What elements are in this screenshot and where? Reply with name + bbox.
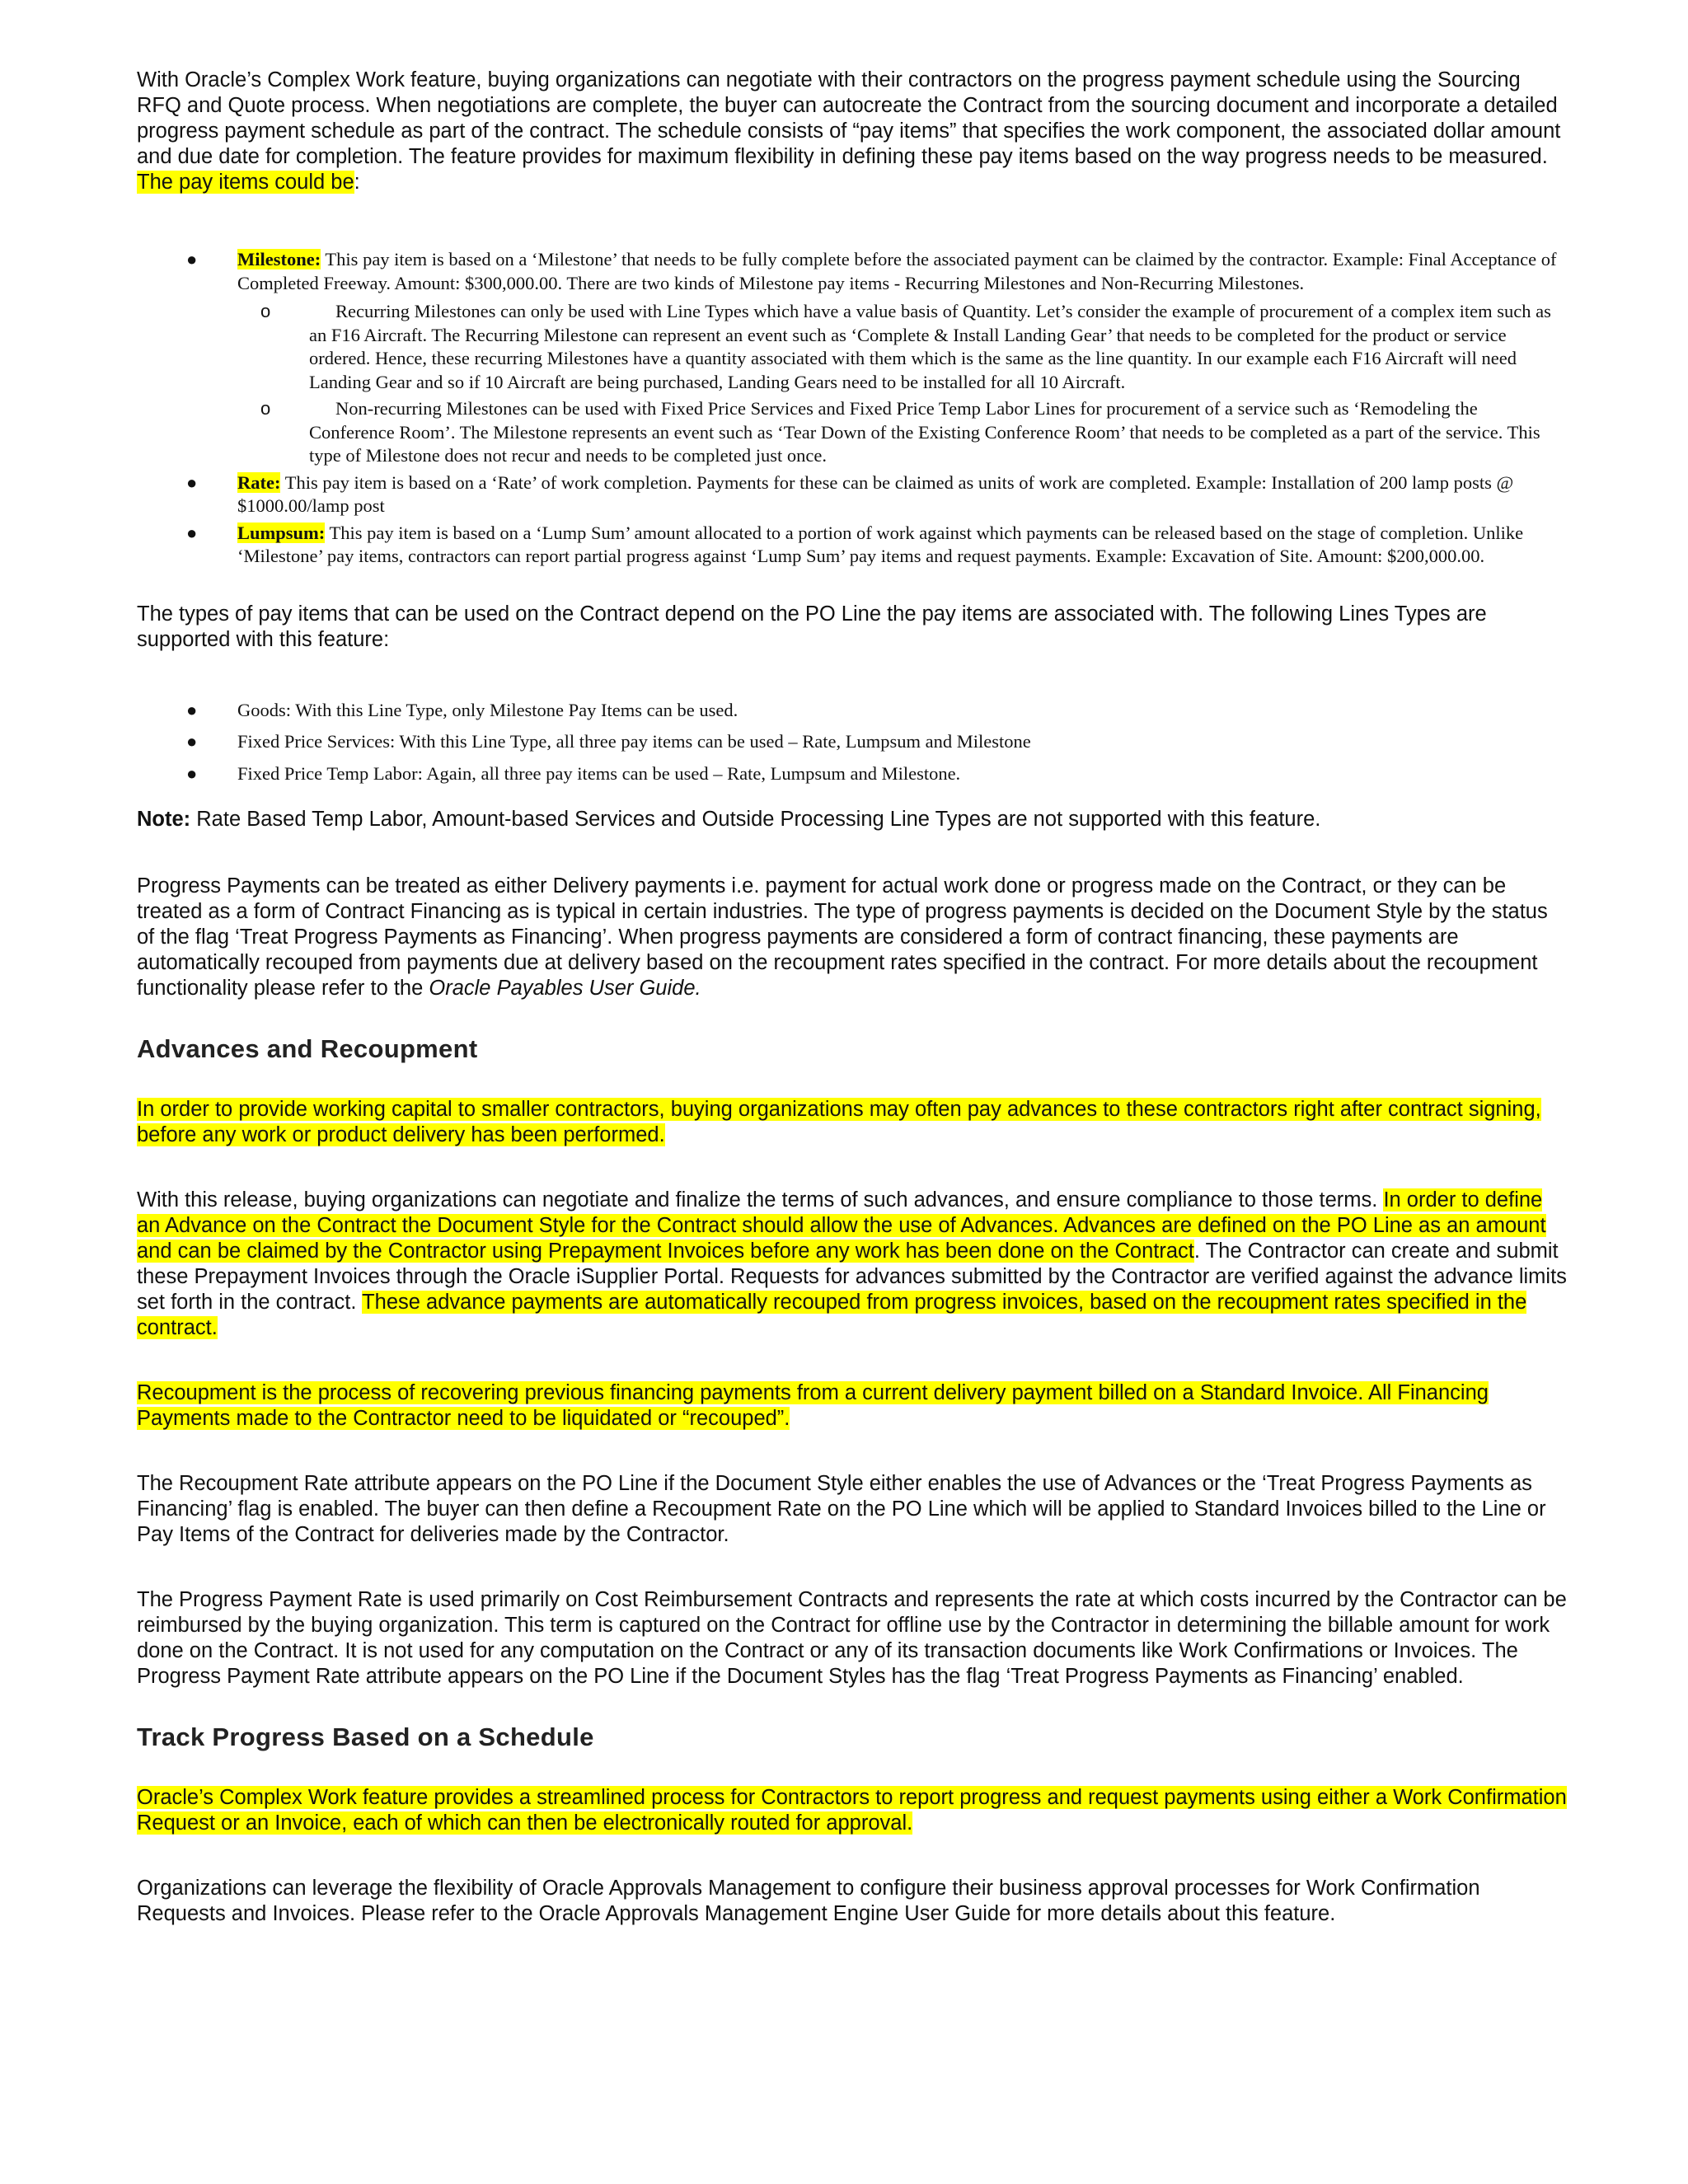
advances-paragraph-1 (137, 1097, 1568, 1148)
progress-payment-rate-paragraph: The Progress Payment Rate is used primarily on Cost Reimbursement Contracts and represents the rate at which costs incurred by the Contractor can be reimbursed by the buying organization. This term is captured on the Contract for offline use by the Contractor in determining the billable amount for work done on the Contract. It is not used for any computation on the Contract or any of its transaction documents like Work Confirmations or Invoices. The Progress Payment Rate attribute appears on the PO Line if the Document Styles has the flag ‘Treat Progress Payments as Financing’ enabled. (137, 1588, 1567, 1688)
advances-p1-highlight: In order to provide working capital to smaller contractors, buying organizations may often pay advances to these contractors right after contract signing, before any work or product delivery has been performed. (137, 1098, 1541, 1146)
document-page (137, 68, 1568, 1927)
track-paragraph-1 (137, 1785, 1568, 1836)
intro-tail: : (354, 171, 360, 194)
note-label: Note: (137, 808, 191, 831)
recoupment-highlight: Recoupment is the process of recovering previous financing payments from a current delivery payment billed on a Standard Invoice. All Financing Payments made to the Contractor need to be liquidated or “recouped”. (137, 1381, 1489, 1430)
list-item-goods (137, 699, 1568, 723)
bullet-icon: ● (186, 699, 198, 720)
milestone-text: This pay item is based on a ‘Milestone’ that needs to be fully complete before the associated payment can be claimed by the contractor. Example: Final Acceptance of Completed Freeway. Amount: $300,000.00. There are two kinds of Milestone pay items - Recurring Milestones and Non-Recurring Milestones. (237, 249, 1557, 293)
fixed-price-temp-labor-text: Fixed Price Temp Labor: Again, all three pay items can be used – Rate, Lumpsum and Milestone. (237, 762, 961, 784)
list-item-rate (137, 471, 1568, 518)
bullet-icon: ● (186, 762, 198, 784)
advances-p2-b: . The Contractor can create and submit these Prepayment Invoices through the Oracle iSupplier Portal. Requests for advances submitted by the Contractor are verified against the advance limits set forth in the contract. (137, 1240, 1567, 1314)
non-recurring-text: Non-recurring Milestones can be used with Fixed Price Services and Fixed Price Temp Labor Lines for procurement of a service such as ‘Remodeling the Conference Room’. The Milestone represents an event such as ‘Tear Down of the Existing Conference Room’ that needs to be completed as a part of the service. This type of Milestone does not recur and needs to be completed just once. (309, 398, 1540, 466)
bullet-icon: ● (186, 522, 198, 543)
bullet-icon: ● (186, 471, 198, 493)
list-item-recurring (137, 300, 1568, 394)
heading-track-progress: Track Progress Based on a Schedule (137, 1722, 594, 1751)
term-lumpsum: Lumpsum: (237, 522, 326, 543)
track-p1-highlight: Oracle’s Complex Work feature provides a streamlined process for Contractors to report progress and request payments using either a Work Confirmation Request or an Invoice, each of which can then be electronically routed for approval. (137, 1786, 1567, 1835)
list-item-non-recurring (137, 397, 1568, 468)
payables-guide-reference: Oracle Payables User Guide. (429, 977, 701, 1000)
intro-paragraph (137, 68, 1568, 195)
bullet-icon: ● (186, 731, 198, 752)
list-item-fixed-price-temp-labor (137, 762, 1568, 786)
recurring-text: Recurring Milestones can only be used with Line Types which have a value basis of Quantity. Let’s consider the example of procurement of a complex item such as an F16 Aircraft. The Recurring Milestone can represent an event such as ‘Complete & Install Landing Gear’ that needs to be completed for the product or service ordered. Hence, these recurring Milestones have a quantity associated with them which is the same as the line quantity. In our example each F16 Aircraft will need Landing Gear and so if 10 Aircraft are being purchased, Landing Gears need to be installed for all 10 Aircraft. (309, 301, 1551, 392)
recoupment-paragraph (137, 1380, 1568, 1432)
advances-p2-a: With this release, buying organizations can negotiate and finalize the terms of such advances, and ensure compliance to those terms. (137, 1188, 1384, 1212)
advances-paragraph-2 (137, 1188, 1568, 1341)
progress-payments-text: Progress Payments can be treated as either Delivery payments i.e. payment for actual work done or progress made on the Contract, or they can be treated as a form of Contract Financing as is typical in certain industries. The type of progress payments is decided on the Document Style by the status of the flag ‘Treat Progress Payments as Financing’. When progress payments are considered a form of contract financing, these payments are automatically recouped from payments due at delivery based on the recoupment rates specified in the contract. For more details about the recoupment functionality please refer to the (137, 874, 1548, 1000)
advances-p2-highlight-1: In order to define an Advance on the Contract the Document Style for the Contract should allow the use of Advances. Advances are defined on the PO Line as an amount and can be claimed by the Contractor using Prepayment Invoices before any work has been done on the Contract (137, 1188, 1546, 1263)
progress-payments-paragraph (137, 874, 1568, 1001)
line-types-list (137, 699, 1568, 786)
goods-text: Goods: With this Line Type, only Milestone Pay Items can be used. (237, 699, 738, 720)
circle-bullet-icon: o (260, 398, 271, 419)
note-text: Rate Based Temp Labor, Amount-based Services and Outside Processing Line Types are not supported with this feature. (190, 808, 1321, 831)
bullet-icon: ● (186, 249, 198, 269)
list-item-fixed-price-services (137, 730, 1568, 754)
advances-p2-highlight-2: These advance payments are automatically recouped from progress invoices, based on the recoupment rates specified in the contract. (137, 1291, 1527, 1339)
term-milestone: Milestone: (237, 249, 321, 269)
pay-items-list (137, 248, 1568, 569)
line-types-intro: The types of pay items that can be used on the Contract depend on the PO Line the pay items are associated with. The following Lines Types are supported with this feature: (137, 602, 1487, 651)
fixed-price-services-text: Fixed Price Services: With this Line Type, all three pay items can be used – Rate, Lumpsum and Milestone (237, 731, 1031, 752)
heading-advances-recoupment: Advances and Recoupment (137, 1034, 478, 1063)
intro-text: With Oracle’s Complex Work feature, buying organizations can negotiate with their contractors on the progress payment schedule using the Sourcing RFQ and Quote process. When negotiations are complete, the buyer can autocreate the Contract from the sourcing document and incorporate a detailed progress payment schedule as part of the contract. The schedule consists of “pay items” that specifies the work component, the associated dollar amount and due date for completion. The feature provides for maximum flexibility in defining these pay items based on the way progress needs to be measured. (137, 68, 1561, 168)
term-rate: Rate: (237, 471, 281, 493)
note-paragraph (137, 807, 1568, 832)
rate-text: This pay item is based on a ‘Rate’ of work completion. Payments for these can be claimed as units of work are completed. Example: Installation of 200 lamp posts @ $1000.00/lamp post (237, 471, 1514, 516)
recoupment-rate-paragraph: The Recoupment Rate attribute appears on the PO Line if the Document Style either enables the use of Advances or the ‘Treat Progress Payments as Financing’ flag is enabled. The buyer can then define a Recoupment Rate on the PO Line which will be applied to Standard Invoices billed to the Line or Pay Items of the Contract for deliveries made by the Contractor. (137, 1472, 1546, 1546)
lumpsum-text: This pay item is based on a ‘Lump Sum’ amount allocated to a portion of work against which payments can be released based on the stage of completion. Unlike ‘Milestone’ pay items, contractors can report partial progress against ‘Lump Sum’ pay items and request payments. Example: Excavation of Site. Amount: $200,000.00. (237, 522, 1524, 566)
list-item-lumpsum (137, 522, 1568, 569)
list-item-milestone (137, 248, 1568, 295)
circle-bullet-icon: o (260, 301, 271, 321)
track-paragraph-2: Organizations can leverage the flexibility of Oracle Approvals Management to configure their business approval processes for Work Confirmation Requests and Invoices. Please refer to the Oracle Approvals Management Engine User Guide for more details about this feature. (137, 1877, 1480, 1925)
intro-highlight: The pay items could be (137, 171, 354, 194)
